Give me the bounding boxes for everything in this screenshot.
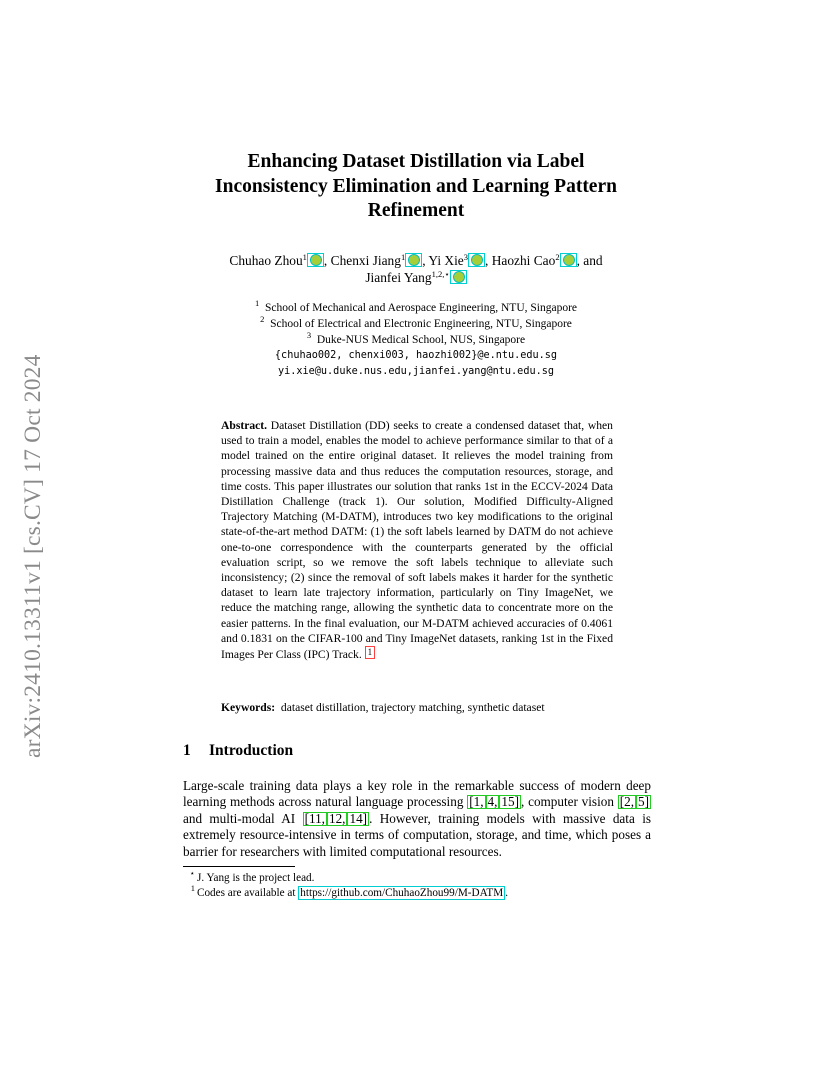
title-line-2: Inconsistency Elimination and Learning Pattern xyxy=(215,175,617,197)
orcid-icon xyxy=(471,254,483,266)
author-affil-sup: 1 xyxy=(400,252,406,262)
intro-text: Large-scale training data plays a key role in the remarkable success of modern deep learning methods across natural language processing xyxy=(183,778,651,810)
author-separator: , xyxy=(422,253,426,268)
email-line-1: {chuhao002, chenxi003, haozhi002}@e.ntu.edu.sg xyxy=(274,350,558,361)
abstract-text: Dataset Distillation (DD) seeks to create a condensed dataset that, when used to train a model, enables the model to achieve performance similar to that of a model trained on the entire original dataset. It relieves the model training from processing massive data and thus reduces the computation resources, storage, and time costs. This paper illustrates our solution that ranks 1st in the ECCV-2024 Data Distillation Challenge (track 1). Our solution, Modified Difficulty-Aligned Trajectory Matching (M-DATM), introduces two key modifications to the original state-of-the-art method DATM: (1) the soft labels learned by DATM do not achieve one-to-one correspondence with the counterparts generated by the official evaluation script, so we remove the soft labels technique to alleviate such inconsistency; (2) since the removal of soft labels makes it harder for the synthetic dataset to learn late trajectory information, particularly on Tiny ImageNet, we reduce the matching range, allowing the synthetic data to concentrate more on the easier patterns. In the final evaluation, our M-DATM achieved accuracies of 0.4061 and 0.1831 on the CIFAR-100 and Tiny ImageNet datasets, ranking 1st in the Fixed Images Per Class (IPC) Track. xyxy=(221,419,613,662)
intro-paragraph xyxy=(183,778,651,860)
keywords xyxy=(221,700,613,715)
footnote-divider xyxy=(183,866,295,867)
footnotes xyxy=(183,868,651,901)
orcid-icon xyxy=(453,271,465,283)
orcid-icon xyxy=(310,254,322,266)
affiliation-2 xyxy=(200,316,632,332)
author-affil-sup: 3 xyxy=(463,252,468,262)
affil-sup: 3 xyxy=(306,330,312,340)
intro-text: and multi-modal AI xyxy=(183,810,303,826)
affiliations xyxy=(200,300,632,380)
orcid-link[interactable] xyxy=(405,253,422,267)
orcid-link[interactable] xyxy=(560,253,577,267)
author-separator: , xyxy=(323,253,328,268)
affil-sup: 1 xyxy=(255,298,260,308)
email-line-2: yi.xie@u.duke.nus.edu,jianfei.yang@ntu.edu.sg xyxy=(277,366,554,377)
section-heading xyxy=(183,742,293,760)
author-separator: , and xyxy=(576,253,603,268)
title-line-1: Enhancing Dataset Distillation via Label xyxy=(247,151,585,172)
author-name: Jianfei Yang xyxy=(365,270,432,285)
affil-text: Duke-NUS Medical School, NUS, Singapore xyxy=(316,334,526,346)
author-list xyxy=(210,252,622,286)
affil-text: School of Electrical and Electronic Engineering, NTU, Singapore xyxy=(270,318,572,330)
orcid-link[interactable] xyxy=(468,253,485,267)
citation-link[interactable]: 15] xyxy=(501,794,519,810)
author-line-2 xyxy=(210,269,622,286)
affiliation-1 xyxy=(200,300,632,316)
footnote-text: Codes are available at xyxy=(197,887,299,899)
section-number: 1 xyxy=(183,742,191,759)
footnote-2: $^1$ Codes are available at https://github.com/ChuhaoZhou99/M-DATM . xyxy=(190,883,508,899)
citation-link[interactable]: 14] xyxy=(349,810,368,826)
affil-text: School of Mechanical and Aerospace Engineering, NTU, Singapore xyxy=(265,302,577,314)
author-line-1 xyxy=(210,252,622,269)
footnote-ref-link[interactable]: 1 xyxy=(365,646,376,659)
affil-sup: 2 xyxy=(260,314,265,324)
footnote-end: . xyxy=(505,887,508,899)
orcid-link[interactable] xyxy=(307,253,324,267)
intro-text: , computer vision xyxy=(521,794,618,810)
intro-text: . However, training models with massive data is extremely resource-intensive in terms of computation, storage, and time, which poses a barrier for researchers with limited computational resources. xyxy=(183,810,651,859)
citation-link[interactable]: [11, xyxy=(304,810,325,826)
orcid-link[interactable] xyxy=(450,270,467,284)
orcid-icon xyxy=(563,254,575,266)
arxiv-stamp: arXiv:2410.13311v1 [cs.CV] 17 Oct 2024 xyxy=(20,354,46,758)
citation-link[interactable]: [1, xyxy=(469,794,484,810)
author-separator: , xyxy=(485,253,489,268)
abstract xyxy=(221,418,613,662)
author-affil-sup: 1,2,⋆ xyxy=(431,269,450,279)
author-name: Yi Xie xyxy=(428,253,464,268)
author-affil-sup: 1 xyxy=(302,252,307,262)
section-title: Introduction xyxy=(209,742,294,759)
author-name: Chenxi Jiang xyxy=(330,253,401,268)
author-name: Haozhi Cao xyxy=(491,253,556,268)
orcid-icon xyxy=(408,254,420,266)
citation-link[interactable]: 4, xyxy=(487,794,498,810)
abstract-label: Abstract. xyxy=(221,419,268,432)
paper-title xyxy=(160,150,672,224)
citation-link[interactable]: 12, xyxy=(328,810,346,826)
footnote-1: ⋆ J. Yang is the project lead. xyxy=(189,868,315,884)
author-affil-sup: 2 xyxy=(555,252,560,262)
citation-link[interactable]: [2, xyxy=(619,794,635,810)
github-link[interactable]: https://github.com/ChuhaoZhou99/M-DATM xyxy=(300,887,504,899)
citation-link[interactable]: 5] xyxy=(638,794,650,810)
affiliation-3 xyxy=(200,332,632,348)
footnote-text: J. Yang is the project lead. xyxy=(197,872,315,884)
title-line-3: Refinement xyxy=(367,200,465,221)
author-name: Chuhao Zhou xyxy=(229,253,303,268)
keywords-label: Keywords: xyxy=(221,701,276,714)
keywords-text: dataset distillation, trajectory matching, synthetic dataset xyxy=(280,701,545,714)
